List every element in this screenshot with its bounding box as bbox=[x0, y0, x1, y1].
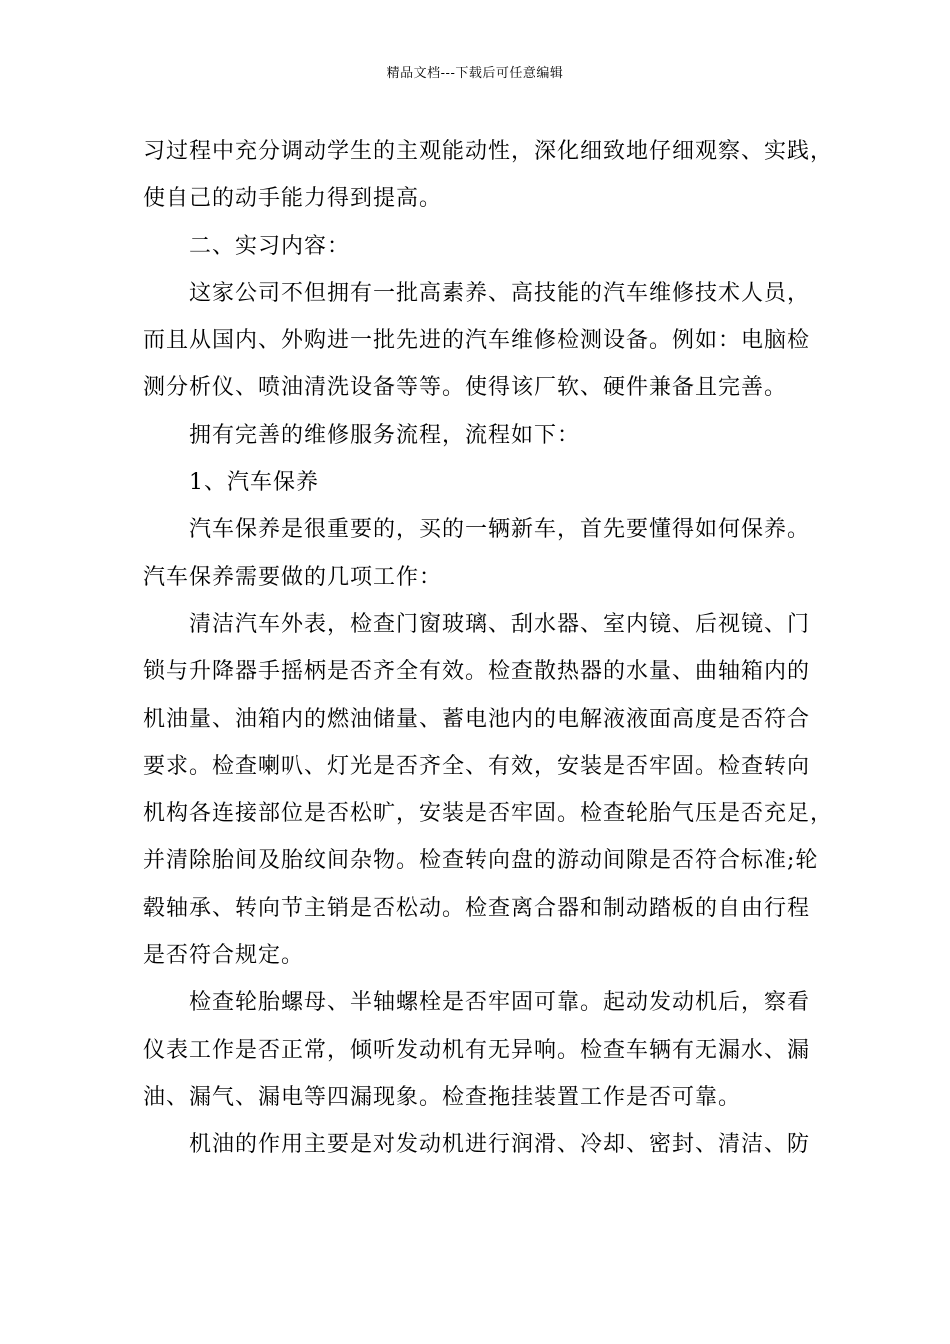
text-line: 使自己的动手能力得到提高。 bbox=[143, 186, 443, 212]
text-line: 习过程中充分调动学生的主观能动性，深化细致地仔细观察、实践， bbox=[143, 139, 834, 164]
text-line: 是否符合规定。 bbox=[143, 943, 305, 969]
text-line: 而且从国内、外购进一批先进的汽车维修检测设备。例如：电脑检 bbox=[143, 328, 811, 354]
text-line: 油、漏气、漏电等四漏现象。检查拖挂装置工作是否可靠。 bbox=[143, 1084, 742, 1110]
text-line: 这家公司不但拥有一批高素养、高技能的汽车维修技术人员， bbox=[189, 280, 811, 306]
text-line: 锁与升降器手摇柄是否齐全有效。检查散热器的水量、曲轴箱内的 bbox=[143, 659, 811, 685]
text-line: 并清除胎间及胎纹间杂物。检查转向盘的游动间隙是否符合标准;轮 bbox=[143, 848, 819, 874]
text-line: 要求。检查喇叭、灯光是否齐全、有效，安装是否牢固。检查转向 bbox=[143, 753, 811, 779]
text-line: 机油的作用主要是对发动机进行润滑、冷却、密封、清洁、防 bbox=[189, 1132, 811, 1158]
text-line: 汽车保养需要做的几项工作： bbox=[143, 564, 443, 590]
text-line: 机构各连接部位是否松旷，安装是否牢固。检查轮胎气压是否充足， bbox=[143, 801, 834, 827]
document-body bbox=[143, 128, 834, 1169]
text-line: 毂轴承、转向节主销是否松动。检查离合器和制动踏板的自由行程 bbox=[143, 895, 811, 921]
text-line: 汽车保养是很重要的，买的一辆新车，首先要懂得如何保养。 bbox=[189, 517, 811, 543]
section-heading: 二、实习内容： bbox=[189, 233, 351, 259]
text-line: 仪表工作是否正常，倾听发动机有无异响。检查车辆有无漏水、漏 bbox=[143, 1037, 811, 1063]
subsection-heading: 1、汽车保养 bbox=[189, 470, 319, 496]
text-line: 测分析仪、喷油清洗设备等等。使得该厂软、硬件兼备且完善。 bbox=[143, 375, 788, 401]
page-header: 精品文档---下载后可任意编辑 bbox=[386, 66, 564, 81]
text-line: 拥有完善的维修服务流程，流程如下： bbox=[189, 422, 581, 448]
text-line: 清洁汽车外表，检查门窗玻璃、刮水器、室内镜、后视镜、门 bbox=[189, 611, 811, 637]
text-line: 机油量、油箱内的燃油储量、蓄电池内的电解液液面高度是否符合 bbox=[143, 706, 811, 732]
text-line: 检查轮胎螺母、半轴螺栓是否牢固可靠。起动发动机后，察看 bbox=[189, 990, 811, 1016]
